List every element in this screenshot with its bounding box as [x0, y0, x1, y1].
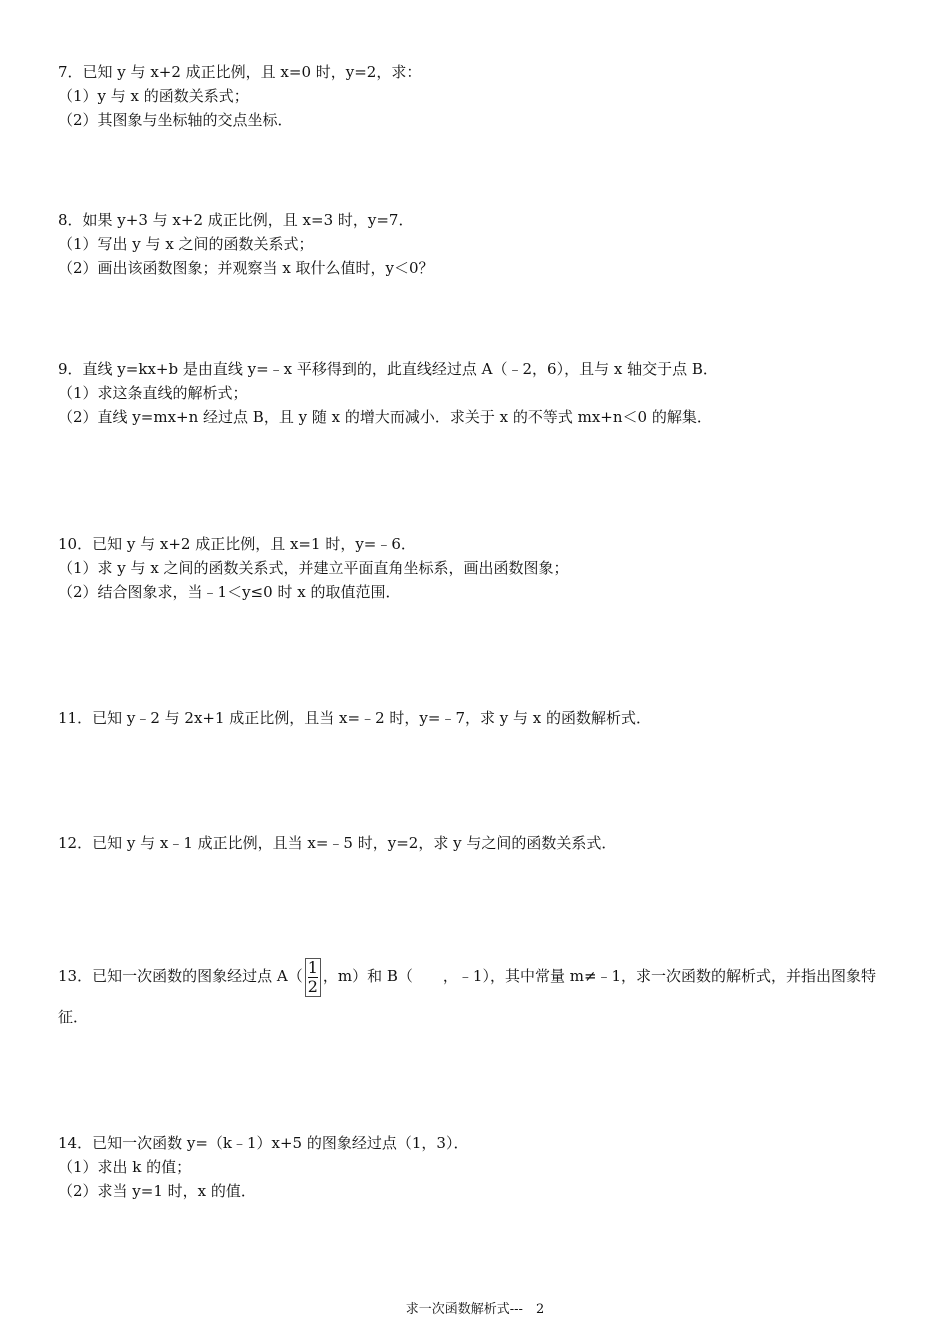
- problem-11: [58, 706, 898, 730]
- problem-14-part-1: （1）求出 k 的值；: [58, 1158, 192, 1176]
- fraction-numerator: 1: [307, 957, 318, 977]
- problem-13-text-before: 13．已知一次函数的图象经过点 A（: [58, 967, 303, 985]
- problem-7-part-1: （1）y 与 x 的函数关系式；: [58, 87, 249, 105]
- fraction-denominator: 2: [307, 976, 318, 996]
- problem-12: [58, 831, 898, 855]
- problem-13: [58, 956, 893, 1037]
- problem-9-part-1: （1）求这条直线的解析式；: [58, 384, 248, 402]
- problem-14-part-2: （2）求当 y=1 时，x 的值．: [58, 1182, 256, 1200]
- problem-8-stem: 8．如果 y+3 与 x+2 成正比例，且 x=3 时，y=7．: [58, 211, 414, 229]
- problem-9: [58, 357, 898, 429]
- fraction-one-half: [305, 958, 321, 997]
- problem-10-stem: 10．已知 y 与 x+2 成正比例，且 x=1 时，y=﹣6．: [58, 535, 416, 553]
- problem-7: [58, 60, 898, 132]
- problem-10-part-2: （2）结合图象求，当﹣1＜y≤0 时 x 的取值范围．: [58, 583, 401, 601]
- problem-7-part-2: （2）其图象与坐标轴的交点坐标．: [58, 111, 293, 129]
- problem-14: [58, 1131, 898, 1203]
- page-footer: 求一次函数解析式--- 2: [405, 1302, 545, 1317]
- problem-8: [58, 208, 898, 280]
- problem-13-text-after: ，m）和 B（ ，﹣1），其中常量 m≠﹣1，求一次函数的解析式，并指出图象特征．: [58, 967, 877, 1026]
- problem-14-stem: 14．已知一次函数 y=（k﹣1）x+5 的图象经过点（1，3）．: [58, 1134, 469, 1152]
- problem-7-stem: 7．已知 y 与 x+2 成正比例，且 x=0 时，y=2，求：: [58, 63, 422, 81]
- problem-12-stem: 12．已知 y 与 x﹣1 成正比例，且当 x=﹣5 时，y=2，求 y 与之间的函数关系式．: [58, 834, 617, 852]
- problem-13-stem: [58, 956, 893, 1037]
- problem-9-stem: 9．直线 y=kx+b 是由直线 y=﹣x 平移得到的，此直线经过点 A（﹣2，6），且与 x 轴交于点 B．: [58, 360, 718, 378]
- problem-8-part-2: （2）画出该函数图象；并观察当 x 取什么值时，y＜0？: [58, 259, 434, 277]
- problem-11-stem: 11．已知 y﹣2 与 2x+1 成正比例，且当 x=﹣2 时，y=﹣7，求 y 与 x 的函数解析式．: [58, 709, 651, 727]
- problem-9-part-2: （2）直线 y=mx+n 经过点 B，且 y 随 x 的增大而减小．求关于 x 的不等式 mx+n＜0 的解集．: [58, 408, 712, 426]
- problem-10: [58, 532, 898, 604]
- problem-8-part-1: （1）写出 y 与 x 之间的函数关系式；: [58, 235, 314, 253]
- problem-10-part-1: （1）求 y 与 x 之间的函数关系式，并建立平面直角坐标系，画出函数图象；: [58, 559, 569, 577]
